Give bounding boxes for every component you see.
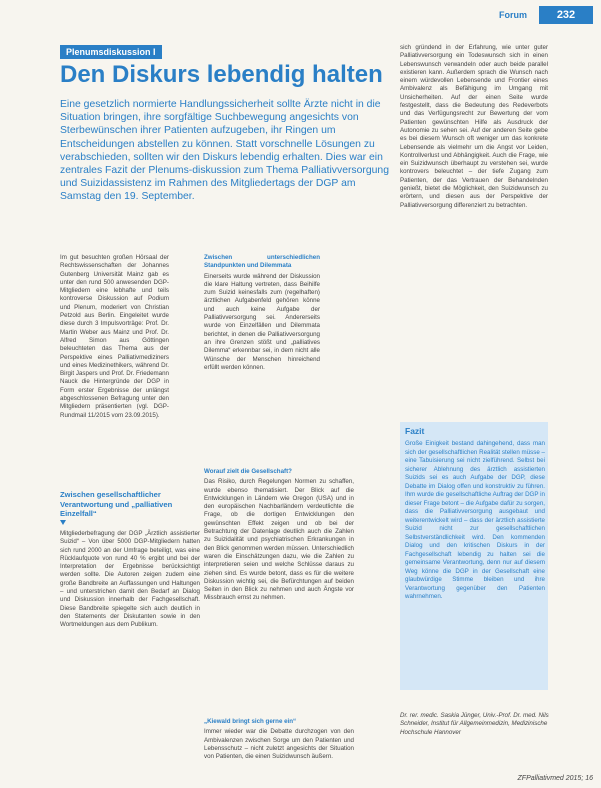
section-label: Forum <box>499 10 527 20</box>
column-2-section-b <box>204 468 354 603</box>
body-paragraph: Im gut besuchten großen Hörsaal der Rechtswissenschaften der Johannes Gutenberg Universität Mainz gab es unter den rund 500 anwesenden DGP-Mitgliedern eine lebhafte und teils kontroverse Diskussion auf Podium und Plenum, moderiert von Christian Petzold aus Berlin. Eingeleitet wurde diese durch 3 Impulsvorträge: Prof. Dr. Martin Weber aus Mainz und Prof. Dr. Alfred Simon aus Göttingen beleuchteten das Thema aus der Perspektive eines Palliativmediziners und eines Medizinethikers, während Dr. Birgit Jaspers und Prof. Dr. Friedemann Nauck die Hintergründe der DGP in Form erster Ergebnisse der unlängst abgeschlossenen Befragung unter den Mitgliedern präsentierten (vgl. DGP-Rundmail 11/2015 vom 23.09.2015). <box>60 254 169 419</box>
column-2 <box>204 254 320 372</box>
fazit-text: Große Einigkeit bestand dahingehend, dass man sich der gesellschaftlichen Realität stellen müsse – eine Tabuisierung sei nicht zielführend. Selbst bei sicherer Ablehnung des ärztlich assistierten Suizids sei es auch Aufgabe der DGP, diese Debatte im Dialog offen und konstruktiv zu führen. Ihm wurde die gesellschaftliche Auftrag der DGP in dieser Frage betont – die Aufgabe dafür zu sorgen, dass die Palliativversorgung ausgebaut und weiterentwickelt wird – dass der ärztlich assistierte Suizid nicht zur gesellschaftlichen Selbstverständlichkeit wird. Den kommenden Dialog und den kritischen Diskurs in der Fachgesellschaft lebendig zu halten sei die gemeinsame Verantwortung, denn nur auf diesem Weg könne die DGP in der Gesellschaft eine glaubwürdige Stimme bleiben und ihre Verantwortung gegenüber den Patienten wahrnehmen. <box>405 440 545 600</box>
subheading: Worauf zielt die Gesellschaft? <box>204 468 292 475</box>
body-paragraph: Einerseits wurde während der Diskussion die klare Haltung vertreten, dass Beihilfe zum Suizid keinesfalls zum (regelhaften) ärztlichen Aufgabenfeld gehören könne und auch keine Aufgabe der Palliativversorgung sei. Andererseits wurde von Einzelfällen und Dilemmata berichtet, in denen die Palliativversorgung an ihre Grenzen stößt und „palliatives Dilemma“ erkennbar sei, in dem nicht alle Wünsche der Menschen hinreichend erfüllt werden können. <box>204 272 320 371</box>
article-title: Den Diskurs lebendig halten <box>60 61 383 88</box>
subheading: „Kiewald bringt sich gerne ein“ <box>204 718 297 725</box>
column-2-section-c <box>204 718 354 761</box>
body-paragraph: sich gründend in der Erfahrung, wie unter guter Palliativversorgung ein Todeswunsch sich in einen Lebenswunsch verwandeln oder auch beide parallel existieren kann. Außerdem sprach die Wunsch nach einem würdevollen Lebensende und Frontier eines Ambivalenz als Befähigung im Umgang mit Unsicherheiten. Auf der einen Seite wurde festgestellt, dass die Bedeutung des Redeverbots und das Verfügungsrecht zur Bewertung der vom Patienten gewünschten Hilfe als Ausdruck der Autonomie zu sehen sei. Auf der anderen Seite gebe es bei diesem Wunsch oft weniger um das konkrete Lebensende als vielmehr um die Angst vor Leiden, Kontrollverlust und Abhängigkeit. Auch die Frage, wie ein Suizidwunsch überhaupt zu verstehen sei, wurde kontrovers beleuchtet – der tiefe Zugang zum Patienten, der das Vertrauen der Behandelnden genießt, bietet die Möglichkeit, den Suizidwunsch zu erörtern, und diesen aus der Perspektive der Palliativversorgung differenziert zu betrachten. <box>400 44 548 209</box>
author-credit: Dr. rer. medic. Saskia Jünger, Univ.-Prof. Dr. med. Nils Schneider, Institut für Allgemeinmedizin, Medizinische Hochschule Hannover <box>400 712 549 736</box>
fazit-title: Fazit <box>405 426 425 436</box>
section-heading: Zwischen gesellschaftlicher Verantwortung und „palliativen Einzelfall“ <box>60 490 173 519</box>
column-1-continued <box>60 530 200 630</box>
kicker-label: Plenumsdiskussion I <box>60 45 162 59</box>
page-number: 232 <box>539 6 593 24</box>
page-footer: ZFPalliativmed 2015; 16 <box>517 775 593 782</box>
column-1 <box>60 254 169 420</box>
arrow-down-icon <box>60 520 66 525</box>
column-3 <box>400 44 548 210</box>
body-paragraph: Mitgliederbefragung der DGP „Ärztlich assistierter Suizid“ – Von über 5000 DGP-Mitgliedern hatten sich rund 2000 an der Umfrage beteiligt, was eine Rücklaufquote von rund 40 % ergibt und bei der Interpretation der Ergebnisse berücksichtigt werden sollte. Die Autoren zeigen zudem eine große Bandbreite an Auffassungen und Haltungen – und unterstrichen damit den Bedarf an Dialog und Diskussion innerhalb der Fachgesellschaft. Diese Bandbreite spiegelte sich auch deutlich in den Statements der Diskutanten sowie in den Wortmeldungen aus dem Publikum. <box>60 530 200 629</box>
subheading: Zwischen unterschiedlichen Standpunkten und Dilemmata <box>204 254 320 270</box>
body-paragraph: Immer wieder war die Debatte durchzogen von den Ambivalenzen zwischen Sorge um den Patienten und Lebensschutz – nicht zuletzt angesichts der Situation von Patienten, die einen Suizidwunsch äußern. <box>204 728 354 761</box>
article-lead: Eine gesetzlich normierte Handlungssicherheit sollte Ärzte nicht in die Situation bringen, ihre sorgfältige Suchbewegung angesichts von Sterbewünschen ihrer Patienten aufzugeben, ihr Ringen um Entscheidungen abstellen zu können. Statt vorschnelle Lösungen zu verabschieden, sollten wir den Diskurs lebendig erhalten. Dies war ein zentrales Fazit der Plenums-diskussion zum Thema Palliativversorgung und Suizidassistenz im Rahmen des Mitgliedertags der DGP am Samstag den 19. September. <box>60 99 389 203</box>
body-paragraph: Das Risiko, durch Regelungen Normen zu schaffen, wurde ebenso thematisiert. Der Blick auf die Entwicklungen in Ländern wie Oregon (USA) und in den europäischen Nachbarländern verdeutlichte die Frage, ob die dortigen Entwicklungen den gewünschten Effekt zeigen und ob bei der Betrachtung der Datenlage deutlich auch die Zahlen zu Suizidalität und psychiatrischen Erkrankungen in den Blick genommen werden müssen. Unterschiedlich waren die Einschätzungen dazu, wie die Zahlen zu interpretieren seien und welche Schlüsse daraus zu ziehen sind. Es wurde betont, dass es für die weitere Diskussion wichtig sei, die Befürchtungen auf beiden Seiten in den Blick zu nehmen und auch Ängste vor Missbrauch ernst zu nehmen. <box>204 478 354 602</box>
fazit-box <box>400 422 548 690</box>
